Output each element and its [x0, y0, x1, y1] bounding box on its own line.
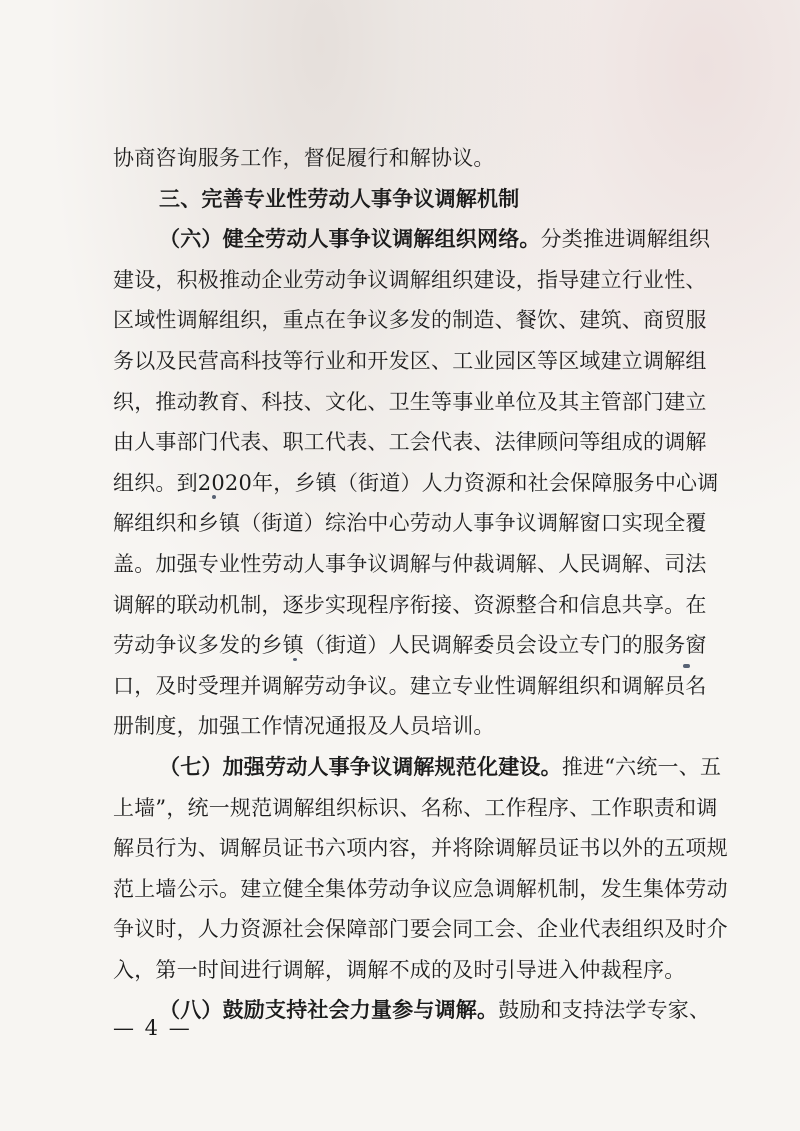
item-heading: （六）健全劳动人事争议调解组织网络。	[159, 227, 541, 252]
paragraph-line: （七）加强劳动人事争议调解规范化建设。推进“六统一、五	[159, 754, 722, 779]
paragraph-line: 区域性调解组织，重点在争议多发的制造、餐饮、建筑、商贸服	[113, 308, 707, 333]
paragraph-line: 解员行为、调解员证书六项内容，并将除调解员证书以外的五项规	[113, 836, 728, 861]
paragraph-line: 争议时，人力资源社会保障部门要会同工会、企业代表组织及时介	[113, 917, 728, 942]
body-text	[113, 138, 728, 1031]
section-heading: 三、完善专业性劳动人事争议调解机制	[159, 186, 520, 211]
paragraph-line: 入，第一时间进行调解，调解不成的及时引导进入仲裁程序。	[113, 957, 686, 982]
page-number: — 4 —	[113, 1016, 192, 1040]
paragraph-line: 由人事部门代表、职工代表、工会代表、法律顾问等组成的调解	[113, 430, 707, 455]
paragraph-line: 务以及民营高科技等行业和开发区、工业园区等区域建立调解组	[113, 348, 707, 373]
item-heading: （八）鼓励支持社会力量参与调解。	[159, 998, 499, 1023]
paragraph-line: 调解的联动机制，逐步实现程序衔接、资源整合和信息共享。在	[113, 592, 707, 617]
paragraph-line: 上墙”，统一规范调解组织标识、名称、工作程序、工作职责和调	[113, 795, 718, 820]
paragraph-line: 册制度，加强工作情况通报及人员培训。	[113, 714, 495, 739]
paragraph-line: 组织。到2020年，乡镇（街道）人力资源和社会保障服务中心调	[113, 470, 719, 495]
paragraph-line: 范上墙公示。建立健全集体劳动争议应急调解机制，发生集体劳动	[113, 876, 728, 901]
ink-speck	[212, 495, 216, 499]
paragraph-line: 劳动争议多发的乡镇（街道）人民调解委员会设立专门的服务窗	[113, 633, 707, 658]
ink-speck	[293, 658, 297, 661]
paragraph-line: 协商咨询服务工作，督促履行和解协议。	[113, 146, 495, 170]
item-heading: （七）加强劳动人事争议调解规范化建设。	[159, 754, 562, 779]
paragraph-line: 盖。加强专业性劳动人事争议调解与仲裁调解、人民调解、司法	[113, 551, 707, 576]
paragraph-line: 织，推动教育、科技、文化、卫生等事业单位及其主管部门建立	[113, 389, 707, 414]
paragraph-line: 解组织和乡镇（街道）综治中心劳动人事争议调解窗口实现全覆	[113, 511, 707, 536]
paragraph-line: （八）鼓励支持社会力量参与调解。鼓励和支持法学专家、	[159, 998, 711, 1023]
ink-speck	[683, 664, 690, 668]
paragraph-line: 口，及时受理并调解劳动争议。建立专业性调解组织和调解员名	[113, 673, 707, 698]
paragraph-line: 建设，积极推动企业劳动争议调解组织建设，指导建立行业性、	[113, 267, 707, 292]
paragraph-line: （六）健全劳动人事争议调解组织网络。分类推进调解组织	[159, 227, 711, 252]
